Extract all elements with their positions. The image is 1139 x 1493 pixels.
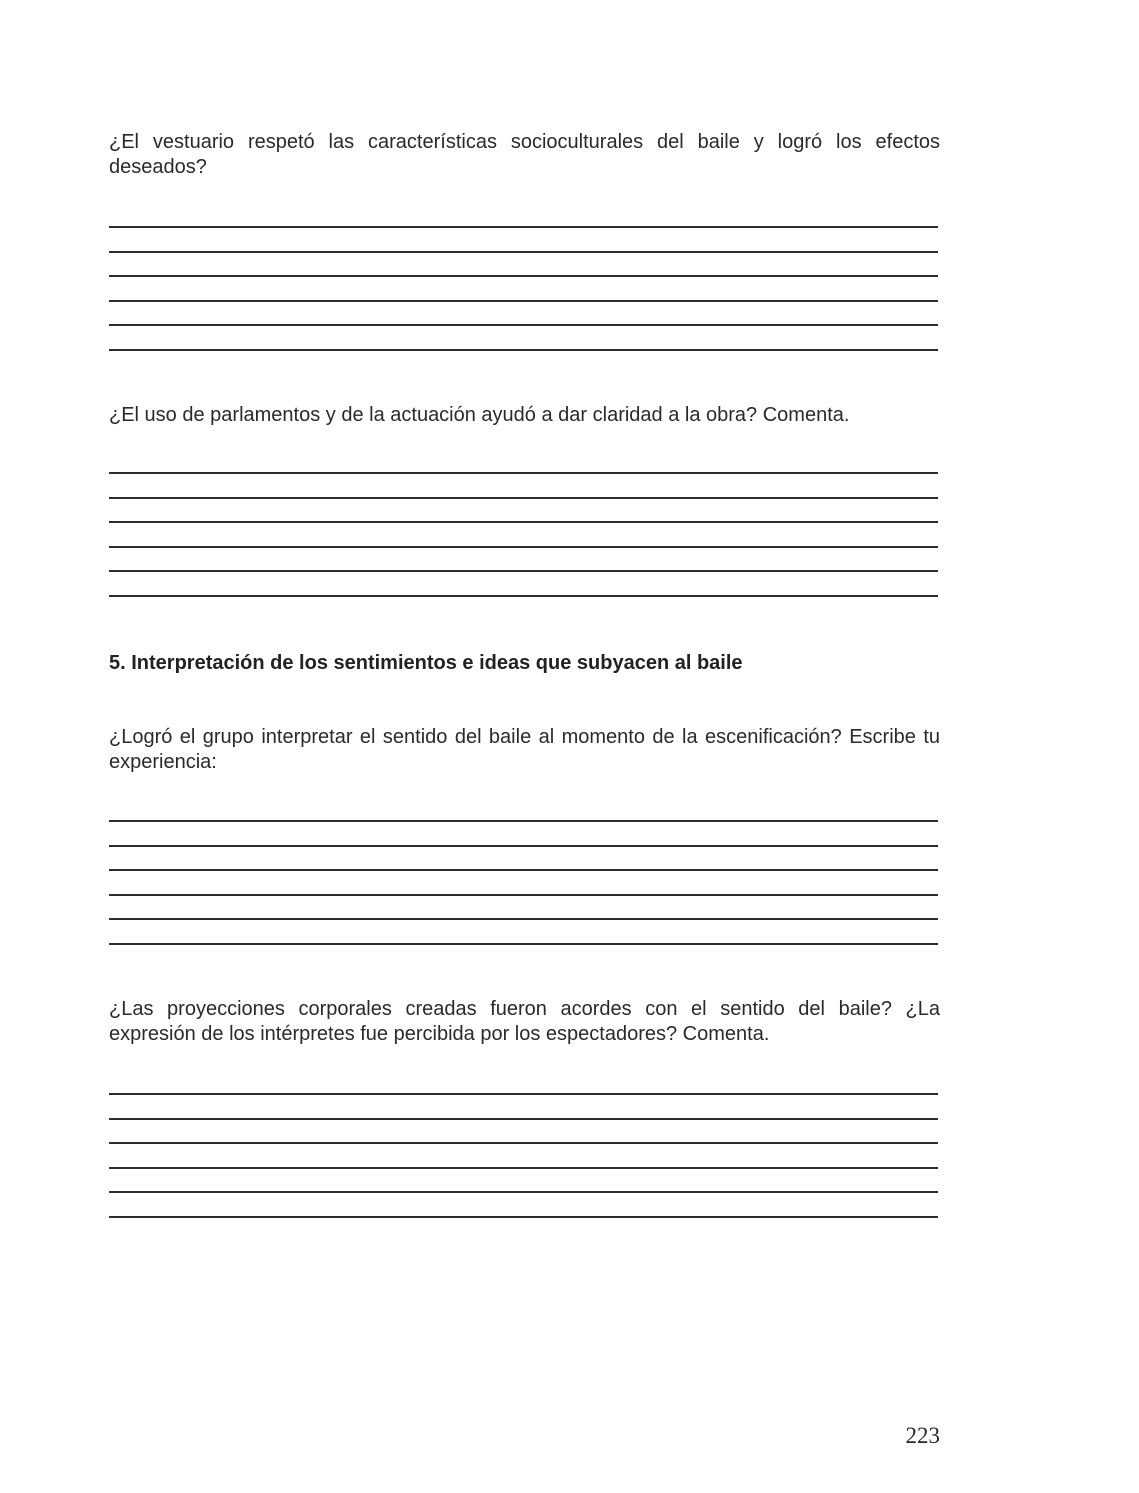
answer-line (109, 324, 938, 326)
answer-line (109, 349, 938, 351)
answer-lines-proyecciones[interactable] (109, 1093, 938, 1218)
answer-line (109, 226, 938, 228)
answer-line (109, 300, 938, 302)
answer-line (109, 943, 938, 945)
answer-line (109, 251, 938, 253)
answer-line (109, 546, 938, 548)
answer-line (109, 845, 938, 847)
answer-line (109, 1118, 938, 1120)
section-heading: 5. Interpretación de los sentimientos e ideas que subyacen al baile (109, 652, 743, 674)
question-proyecciones: ¿Las proyecciones corporales creadas fueron acordes con el sentido del baile? ¿La expresión de los intérpretes fue percibida por los espectadores? Comenta. (109, 998, 940, 1045)
answer-lines-parlamentos[interactable] (109, 472, 938, 597)
answer-line (109, 1142, 938, 1144)
answer-line (109, 570, 938, 572)
answer-lines-interpretacion[interactable] (109, 820, 938, 945)
question-interpretacion: ¿Logró el grupo interpretar el sentido del baile al momento de la escenificación? Escribe tu experiencia: (109, 726, 940, 773)
question-vestuario: ¿El vestuario respetó las características socioculturales del baile y logró los efectos deseados? (109, 131, 940, 178)
answer-line (109, 472, 938, 474)
answer-line (109, 820, 938, 822)
answer-line (109, 1167, 938, 1169)
question-parlamentos: ¿El uso de parlamentos y de la actuación ayudó a dar claridad a la obra? Comenta. (109, 404, 850, 426)
answer-lines-vestuario[interactable] (109, 226, 938, 351)
page-number: 223 (905, 1423, 940, 1448)
answer-line (109, 595, 938, 597)
answer-line (109, 1093, 938, 1095)
answer-line (109, 521, 938, 523)
answer-line (109, 497, 938, 499)
answer-line (109, 869, 938, 871)
answer-line (109, 1191, 938, 1193)
answer-line (109, 894, 938, 896)
answer-line (109, 1216, 938, 1218)
answer-line (109, 275, 938, 277)
answer-line (109, 918, 938, 920)
